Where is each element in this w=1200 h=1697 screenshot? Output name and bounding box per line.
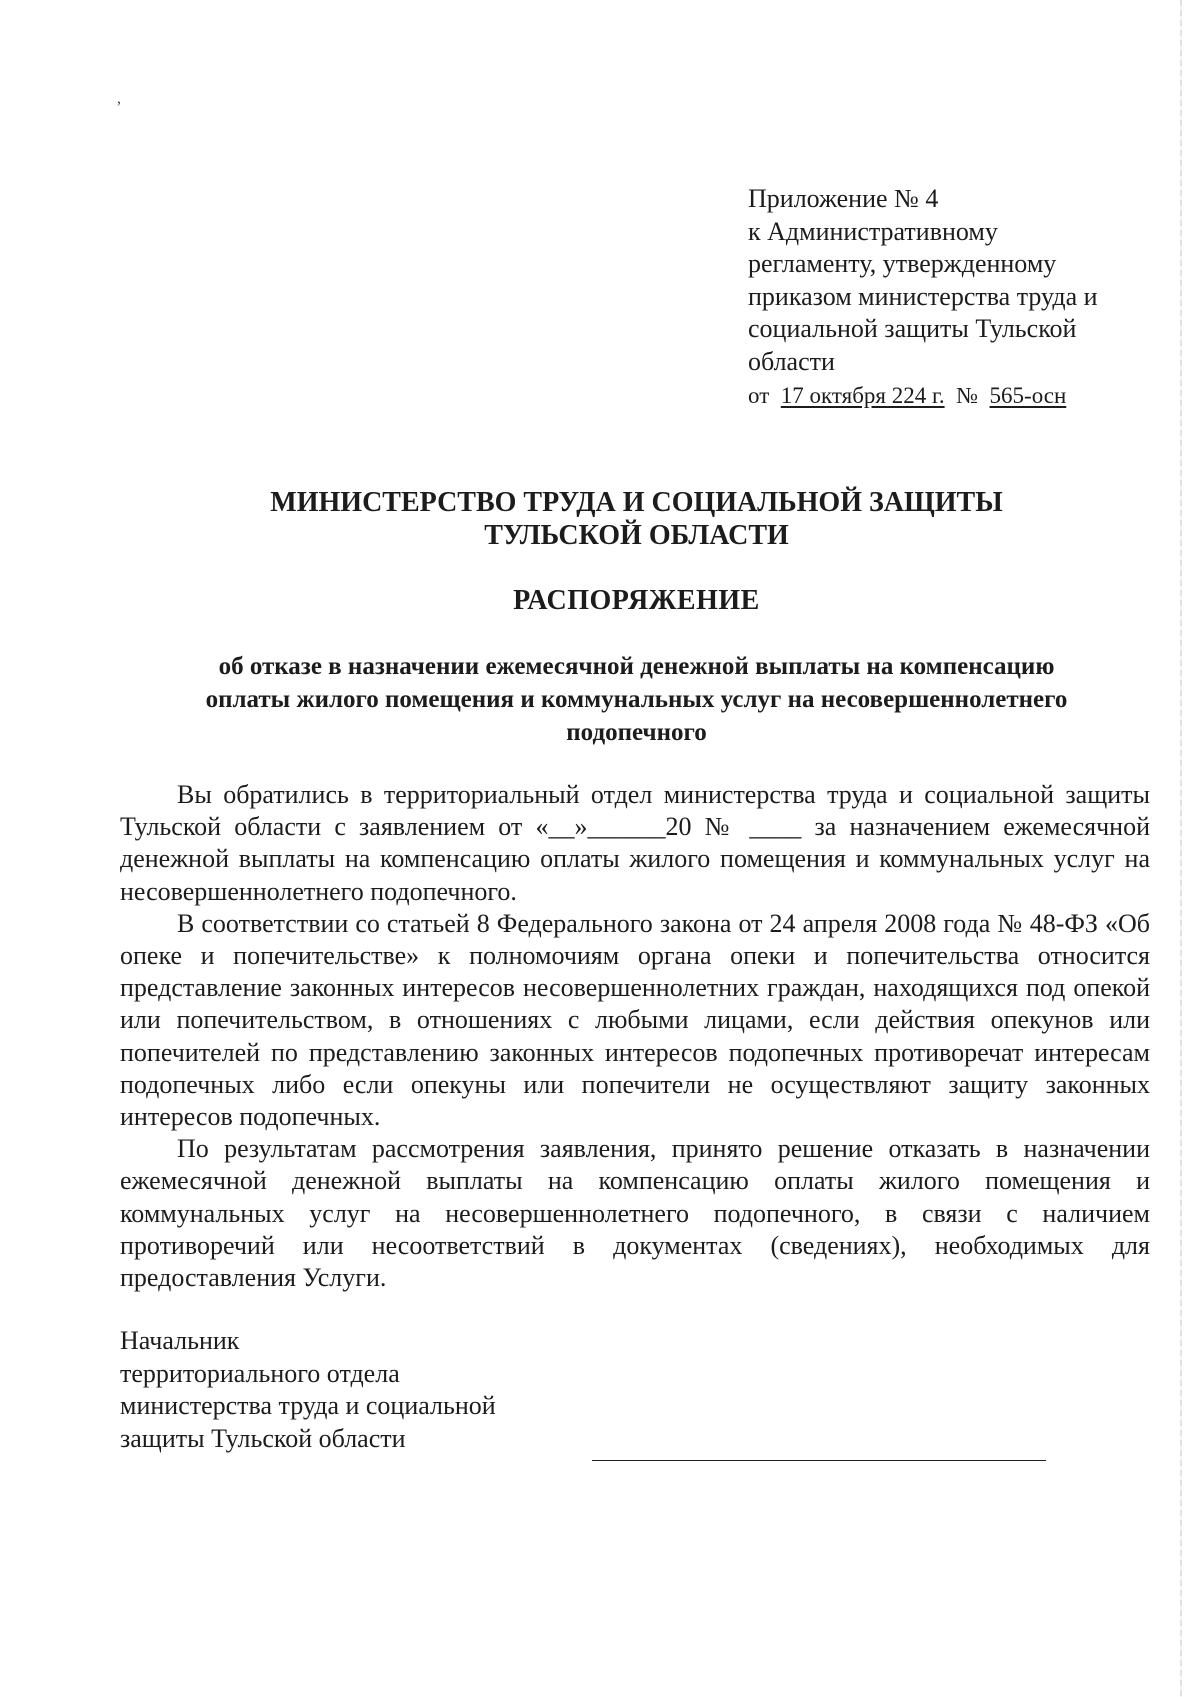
scan-speck: , [117, 90, 121, 107]
annex-ref-prefix: от [748, 383, 770, 408]
subject-line: оплаты жилого помещения и коммунальных услуг на несовершеннолетнего [205, 686, 1068, 713]
body-paragraph: Вы обратились в территориальный отдел министерства труда и социальной защиты Тульской области с заявлением от «__»______20 № ____ за назначением ежемесячной денежной выплаты на компенсацию оплаты жилого помещения и коммунальных услуг на несовершеннолетнего подопечного. [120, 780, 1150, 906]
annex-reference [748, 380, 1148, 413]
body-paragraph: По результатам рассмотрения заявления, принято решение отказать в назначении ежемесячной денежной выплаты на компенсацию оплаты жилого помещения и коммунальных услуг на несовершеннолетнего подопечного, в связи с наличием противоречий или несоответствий в документах (сведениях), необходимых для предоставления Услуги. [120, 1134, 1150, 1293]
signatory-title-line: министерства труда и социальной [120, 1391, 496, 1420]
annex-block [748, 183, 1148, 413]
subject-line: об отказе в назначении ежемесячной денежной выплаты на компенсацию [218, 653, 1055, 680]
ministry-heading-line: МИНИСТЕРСТВО ТРУДА И СОЦИАЛЬНОЙ ЗАЩИТЫ [270, 487, 1003, 518]
annex-ref-number: 565-осн [989, 383, 1067, 408]
order-subject [120, 650, 1153, 749]
annex-ref-date: 17 октября 224 г. [780, 383, 945, 408]
annex-ref-number-sign: № [956, 383, 979, 408]
annex-line: области [748, 346, 835, 376]
subject-line: подопечного [566, 719, 707, 746]
ministry-heading [120, 486, 1153, 552]
scan-edge [1180, 0, 1182, 1697]
ministry-heading-line: ТУЛЬСКОЙ ОБЛАСТИ [484, 520, 789, 551]
signatory-title-line: защиты Тульской области [120, 1423, 406, 1453]
signature-line [592, 1460, 1046, 1461]
annex-line: Приложение № 4 [748, 184, 939, 213]
order-body [120, 779, 1150, 1294]
annex-line: к Административному [748, 216, 998, 246]
annex-line: приказом министерства труда и [748, 281, 1098, 311]
signature-block [120, 1325, 1150, 1455]
signatory-title-line: территориального отдела [120, 1358, 400, 1388]
order-title: РАСПОРЯЖЕНИЕ [513, 585, 760, 616]
annex-line: социальной защиты Тульской [748, 314, 1077, 343]
annex-line: регламенту, утвержденному [748, 249, 1057, 278]
body-paragraph: В соответствии со статьей 8 Федерального закона от 24 апреля 2008 года № 48-ФЗ «Об опеке и попечительстве» к полномочиям органа опеки и попечительства относится представление законных интересов несовершеннолетних граждан, находящихся под опекой или попечительством, в отношениях с любыми лицами, если действия опекунов или попечителей по представлению законных интересов подопечных противоречат интересам подопечных либо если опекуны или попечители не осуществляют защиту законных интересов подопечных. [120, 908, 1150, 1132]
signatory-title-line: Начальник [120, 1326, 240, 1355]
